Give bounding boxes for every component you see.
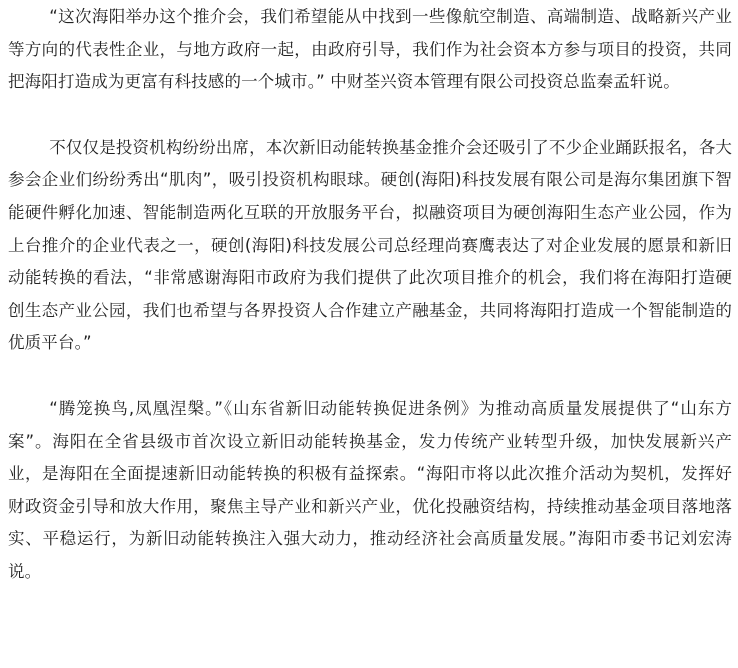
article-paragraph: 不仅仅是投资机构纷纷出席，本次新旧动能转换基金推介会还吸引了不少企业踊跃报名，各大参会企业们纷纷秀出“肌肉”，吸引投资机构眼球。硬创(海阳)科技发展有限公司是海尔集团旗下智能硬件孵化加速、智能制造两化互联的开放服务平台，拟融资项目为硬创海阳生态产业公园，作为上台推介的企业代表之一，硬创(海阳)科技发展公司总经理尚赛鹰表达了对企业发展的愿景和新旧动能转换的看法，“非常感谢海阳市政府为我们提供了此次项目推介的机会，我们将在海阳打造硬创生态产业公园，我们也希望与各界投资人合作建立产融基金，共同将海阳打造成一个智能制造的优质平台。” <box>8 137 732 353</box>
article-body <box>8 0 732 589</box>
article-paragraph: “腾笼换鸟,凤凰涅槃。”《山东省新旧动能转换促进条例》为推动高质量发展提供了“山东方案”。海阳在全省县级市首次设立新旧动能转换基金，发力传统产业转型升级，加快发展新兴产业，是海阳在全面提速新旧动能转换的积极有益探索。“海阳市将以此次推介活动为契机，发挥好财政资金引导和放大作用，聚焦主导产业和新兴产业，优化投融资结构，持续推动基金项目落地落实、平稳运行，为新旧动能转换注入强大动力，推动经济社会高质量发展。”海阳市委书记刘宏涛说。 <box>8 398 732 581</box>
article-paragraph: “这次海阳举办这个推介会，我们希望能从中找到一些像航空制造、高端制造、战略新兴产业等方向的代表性企业，与地方政府一起，由政府引导，我们作为社会资本方参与项目的投资，共同把海阳打造成为更富有科技感的一个城市。” 中财荃兴资本管理有限公司投资总监秦孟轩说。 <box>8 7 732 92</box>
